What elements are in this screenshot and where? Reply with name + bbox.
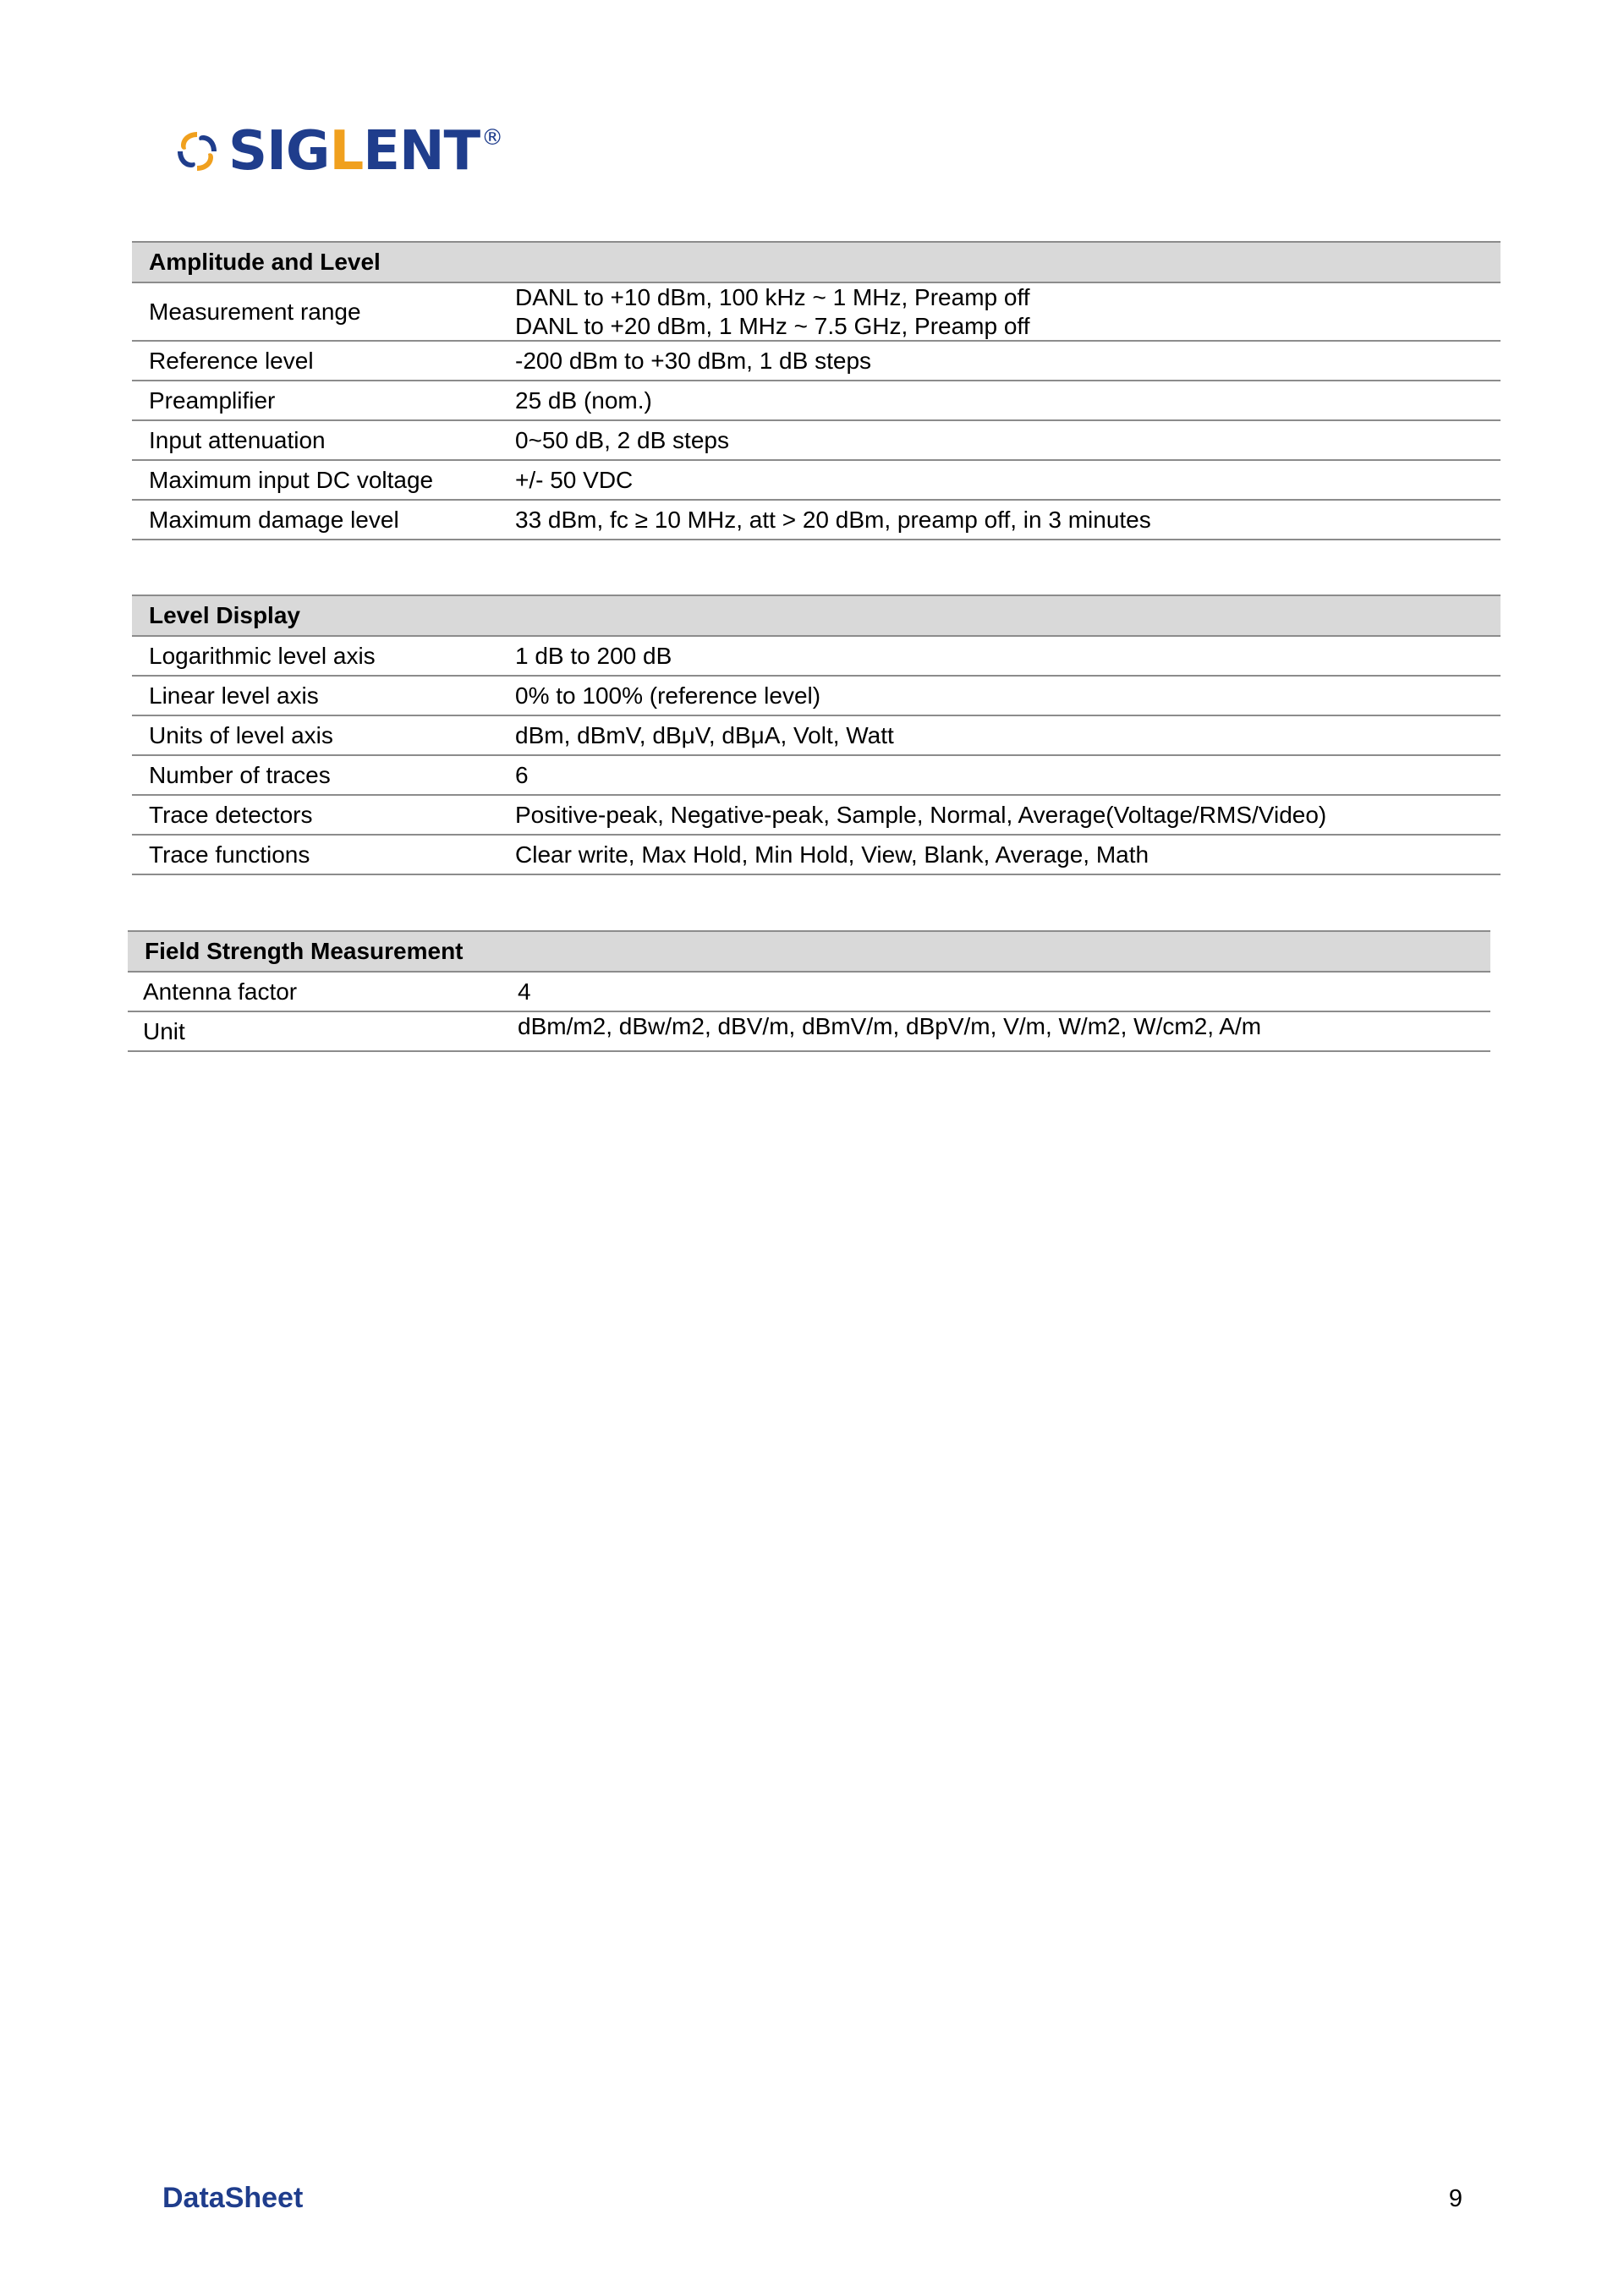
section-title: Amplitude and Level — [132, 242, 1501, 282]
section-title: Field Strength Measurement — [128, 931, 1490, 972]
row-label: Number of traces — [132, 755, 515, 795]
row-value: 25 dB (nom.) — [515, 381, 1501, 420]
row-value: 33 dBm, fc ≥ 10 MHz, att > 20 dBm, preamp off, in 3 minutes — [515, 500, 1501, 540]
row-value: 6 — [515, 755, 1501, 795]
row-value: 4 — [518, 972, 1490, 1011]
table-row — [132, 835, 1501, 874]
field-strength-table — [128, 930, 1490, 1052]
table-row — [132, 420, 1501, 460]
row-value: Positive-peak, Negative-peak, Sample, Normal, Average(Voltage/RMS/Video) — [515, 795, 1501, 835]
row-label: Maximum damage level — [132, 500, 515, 540]
row-value: 0~50 dB, 2 dB steps — [515, 420, 1501, 460]
row-value-line: DANL to +10 dBm, 100 kHz ~ 1 MHz, Preamp off — [515, 284, 1030, 310]
row-label: Input attenuation — [132, 420, 515, 460]
row-value: dBm, dBmV, dBμV, dBμA, Volt, Watt — [515, 715, 1501, 755]
row-value: +/- 50 VDC — [515, 460, 1501, 500]
level-display-table — [132, 595, 1501, 875]
amplitude-level-table — [132, 241, 1501, 540]
row-label: Trace detectors — [132, 795, 515, 835]
row-label: Antenna factor — [128, 972, 518, 1011]
table-header-row — [132, 595, 1501, 636]
table-row — [132, 460, 1501, 500]
table-row — [128, 1011, 1490, 1051]
table-header-row — [128, 931, 1490, 972]
row-label: Logarithmic level axis — [132, 636, 515, 676]
row-label: Units of level axis — [132, 715, 515, 755]
table-row — [128, 972, 1490, 1011]
row-value: -200 dBm to +30 dBm, 1 dB steps — [515, 341, 1501, 381]
page-number: 9 — [1448, 2185, 1462, 2212]
table-row — [132, 676, 1501, 715]
row-label: Measurement range — [132, 282, 515, 341]
table-row — [132, 715, 1501, 755]
row-label: Linear level axis — [132, 676, 515, 715]
row-value: Clear write, Max Hold, Min Hold, View, Blank, Average, Math — [515, 835, 1501, 874]
row-label: Unit — [128, 1011, 518, 1051]
table-row — [132, 636, 1501, 676]
row-value: 0% to 100% (reference level) — [515, 676, 1501, 715]
table-row — [132, 755, 1501, 795]
row-label: Trace functions — [132, 835, 515, 874]
row-label: Preamplifier — [132, 381, 515, 420]
table-row — [132, 341, 1501, 381]
table-header-row — [132, 242, 1501, 282]
siglent-logo — [171, 120, 503, 183]
brand-wordmark: SIGLENT — [228, 120, 480, 183]
row-value-line: DANL to +20 dBm, 1 MHz ~ 7.5 GHz, Preamp off — [515, 312, 1030, 339]
section-title: Level Display — [132, 595, 1501, 636]
table-row — [132, 282, 1501, 341]
row-value: 1 dB to 200 dB — [515, 636, 1501, 676]
row-value: dBm/m2, dBw/m2, dBV/m, dBmV/m, dBpV/m, V/m, W/m2, W/cm2, A/m — [518, 1011, 1490, 1051]
siglent-swirl-icon — [171, 125, 223, 178]
table-row — [132, 500, 1501, 540]
table-row — [132, 381, 1501, 420]
registered-mark: ® — [481, 125, 504, 151]
row-label: Reference level — [132, 341, 515, 381]
row-label: Maximum input DC voltage — [132, 460, 515, 500]
table-row — [132, 795, 1501, 835]
footer-datasheet-label: DataSheet — [162, 2182, 304, 2214]
row-value — [515, 282, 1501, 341]
